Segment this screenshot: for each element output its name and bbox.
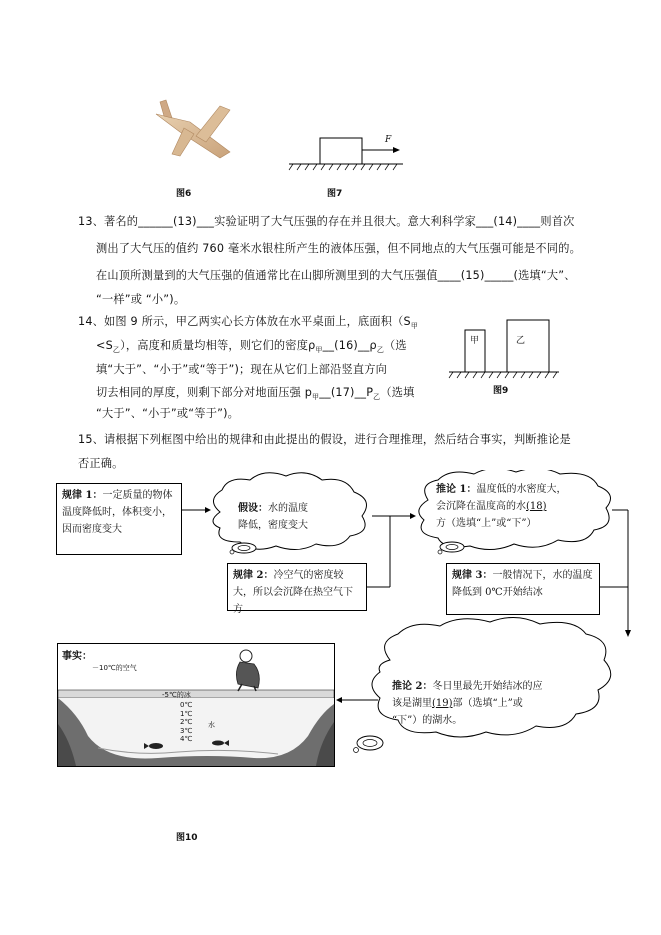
q13-line2: 测出了大气压的值约 760 毫米水银柱所产生的液体压强，但不同地点的大气压强可能是不同的。 [96, 242, 581, 255]
figure-7-caption: 图7 [327, 189, 343, 199]
rule-1-box: 规律 1：一定质量的物体温度降低时，体积变小，因而密度变大 [56, 483, 182, 555]
q15-line2: 否正确。 [78, 457, 124, 470]
q14-line1: 14、如图 9 所示，甲乙两实心长方体放在水平桌面上，底面积（$S_甲$ [78, 315, 419, 331]
inference-2-text: 推论 2：冬日里最先开始结冰的应 该是湖里(19)部（选填“上”或 “下”）的湖水。 [392, 681, 543, 726]
fact-water-label: 水 [208, 721, 215, 729]
fact-ice-label: -5℃的冰 [162, 691, 191, 699]
hypothesis-text: 假设：水的温度 降低，密度变大 [238, 503, 308, 531]
block-a-label: 甲 [470, 336, 480, 346]
block-b-label: 乙 [516, 336, 526, 346]
fact-air-label: －10℃的空气 [92, 664, 137, 672]
fact-temperature-list: 0℃ 1℃ 2℃ 3℃ 4℃ [180, 701, 193, 743]
rule-2-box: 规律 2：冷空气的密度较大，所以会沉降在热空气下方 [227, 563, 367, 611]
figure-10-caption: 图10 [176, 833, 198, 843]
inference-1-text: 推论 1：温度低的水密度大， 会沉降在温度高的水(18) 方（选填“上”或“下”） [436, 484, 567, 529]
q13-line4: “一样”或 “小”)。 [96, 293, 186, 306]
q14-line2: $<S_乙$），高度和质量均相等，则它们的密度$\rho_甲\_\_(16)\_\_\rho_乙$（选 [96, 339, 407, 355]
q15-line1: 15、请根据下列框图中给出的规律和由此提出的假设，进行合理推理，然后结合事实，判断推论是 [78, 433, 571, 446]
fact-box [57, 643, 335, 767]
q13-line1: 13、著名的______(13)___实验证明了大气压强的存在并且很大。意大利科学家___(14)____则首次 [78, 215, 575, 228]
force-label: F [385, 135, 392, 145]
rule-3-box: 规律 3：一般情况下，水的温度降低到 0℃开始结冰 [446, 563, 600, 615]
q14-line3: 填“大于”、“小于”或“等于”)；现在从它们上部沿竖直方向 [96, 363, 388, 376]
q13-line3: 在山顶所测量到的大气压强的值通常比在山脚所测里到的大气压强值____(15)_____(选填“大”、 [96, 269, 576, 282]
airplane-illustration [150, 92, 240, 167]
figure-6-caption: 图6 [176, 189, 192, 199]
two-blocks-diagram [447, 316, 562, 381]
figure-9-caption: 图9 [493, 386, 509, 396]
fact-title: 事实： [62, 651, 92, 662]
q14-line4: 切去相同的厚度，则剩下部分对地面压强 $p_甲\_\_(17)\_\_P_乙$（选填 [96, 386, 415, 402]
q14-line5: “大于”、“小于”或“等于”)。 [96, 407, 240, 420]
block-force-diagram [285, 130, 415, 175]
